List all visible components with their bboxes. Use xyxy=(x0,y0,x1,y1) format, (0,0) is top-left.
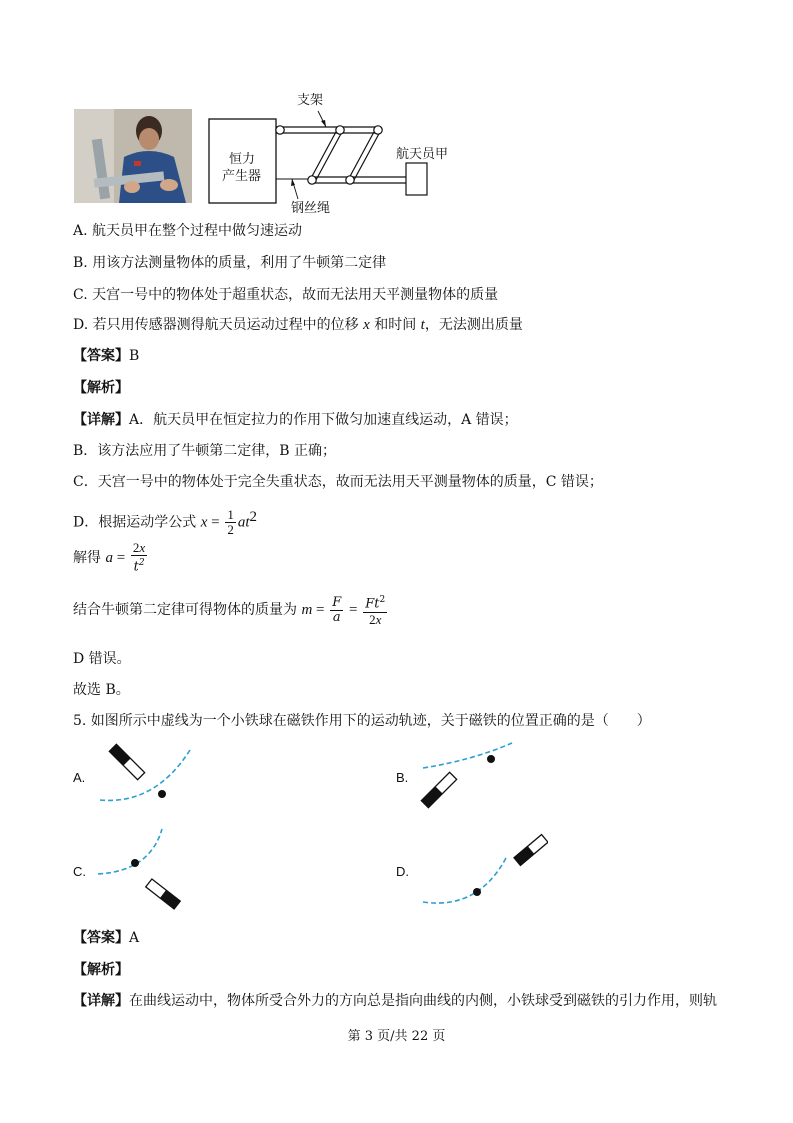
rope-label: 钢丝绳 xyxy=(291,201,331,216)
q4-detail-b: B．该方法应用了牛顿第二定律，B 正确； xyxy=(73,443,337,459)
q5-label-c: C. xyxy=(73,864,86,879)
q4-choose: 故选 B。 xyxy=(73,682,130,698)
q5-detail: 【详解】在曲线运动中，物体所受合外力的方向总是指向曲线的内侧，小铁球受到磁铁的引力作用，则轨 xyxy=(73,993,717,1009)
q4-option-b: B. 用该方法测量物体的质量，利用了牛顿第二定律 xyxy=(73,255,387,271)
q5-figure-b xyxy=(418,738,528,812)
q5-figure-a xyxy=(95,740,205,810)
q5-answer: 【答案】A xyxy=(73,930,140,946)
q5-figure-c xyxy=(95,824,195,914)
q4-solve: 解得 a = $\frac{2x}{t^2}$ xyxy=(73,540,146,575)
formula-displacement: x xyxy=(200,514,208,531)
page-footer: 第 3 页/共 22 页 xyxy=(347,1029,446,1044)
q4-option-c: C. 天宫一号中的物体处于超重状态，故而无法用天平测量物体的质量 xyxy=(73,287,499,303)
q4-detail-a: 【详解】A．航天员甲在恒定拉力的作用下做匀加速直线运动，A 错误； xyxy=(73,412,518,428)
bracket-label: 支架 xyxy=(297,93,324,108)
q4-option-d: D. 若只用传感器测得航天员运动过程中的位移 x 和时间 t，无法测出质量 xyxy=(73,317,523,333)
q4-answer: 【答案】B xyxy=(73,348,140,364)
q5-question: 5. 如图所示中虚线为一个小铁球在磁铁作用下的运动轨迹，关于磁铁的位置正确的是（ ） xyxy=(73,713,651,729)
q4-option-a: A. 航天员甲在整个过程中做匀速运动 xyxy=(73,223,303,239)
generator-label-line2: 产生器 xyxy=(222,169,262,184)
var-t: t xyxy=(420,317,425,333)
var-x: x xyxy=(363,317,370,333)
generator-label-line1: 恒力 xyxy=(229,152,256,167)
q4-analysis-label: 【解析】 xyxy=(73,380,129,396)
q5-label-d: D. xyxy=(396,864,409,879)
q4-detail-c: C．天宫一号中的物体处于完全失重状态，故而无法用天平测量物体的质量，C 错误； xyxy=(73,474,603,490)
formula-acceleration: a xyxy=(105,550,113,566)
q5-figure-d xyxy=(418,830,548,910)
formula-mass: m xyxy=(301,602,313,618)
astronaut-photo xyxy=(74,109,192,203)
q4-detail-d: D．根据运动学公式 x = $\frac{1}{2}$ $at^2$ xyxy=(73,507,257,538)
q5-analysis-label: 【解析】 xyxy=(73,962,129,978)
q5-label-a: A. xyxy=(73,770,86,785)
q5-label-b: B. xyxy=(396,770,409,785)
q4-d-wrong: D 错误。 xyxy=(73,651,131,667)
q4-combine: 结合牛顿第二定律可得物体的质量为 m = $\frac{F}{a}$ = $\frac{Ft^2}{2x}$ xyxy=(73,594,386,627)
astronaut-label: 航天员甲 xyxy=(396,147,449,162)
